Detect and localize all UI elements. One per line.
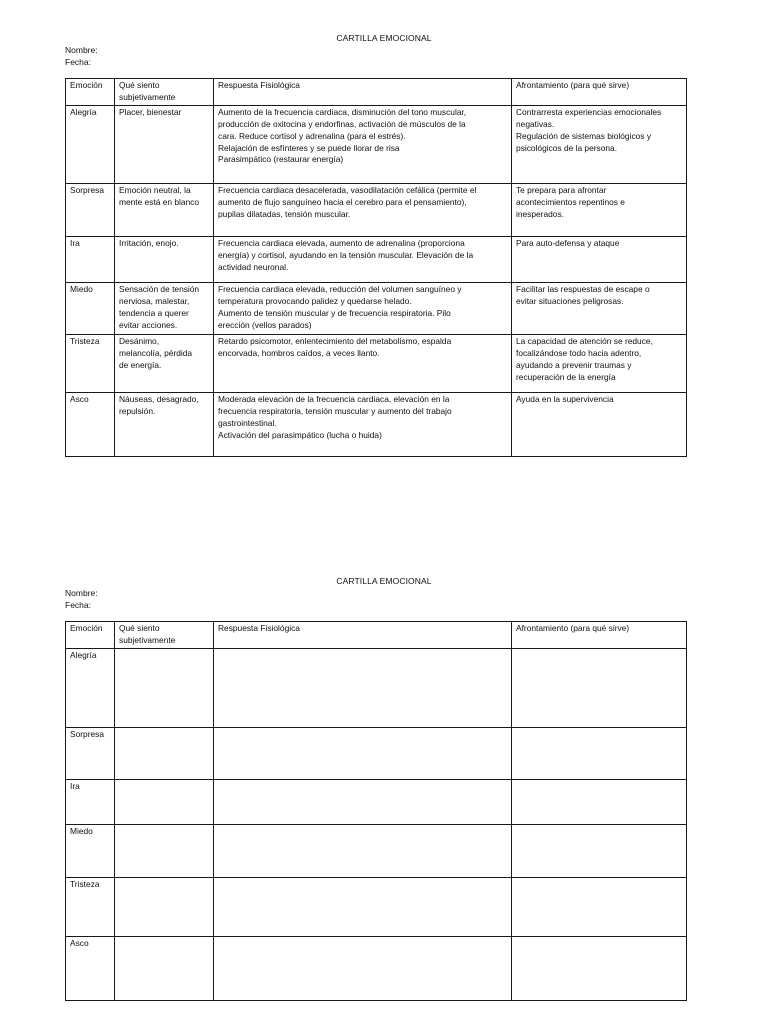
feeling-cell: Emoción neutral, la mente está en blanco xyxy=(115,184,214,237)
coping-cell: Contrarresta experiencias emocionales negativas. Regulación de sistemas biológicos y psicológicos de la persona. xyxy=(512,106,687,184)
feeling-cell: Desánimo, melancolía, pérdida de energía. xyxy=(115,335,214,393)
response-cell xyxy=(214,649,512,728)
table-row xyxy=(66,825,687,878)
table-row xyxy=(66,283,687,335)
response-cell: Frecuencia cardiaca elevada, aumento de adrenalina (proporciona energía) y cortisol, ayudando en la tensión muscular. Elevación de la actividad neuronal. xyxy=(214,237,512,283)
header-coping: Afrontamiento (para qué sirve) xyxy=(512,79,687,106)
emotion-cell: Tristeza xyxy=(66,335,115,393)
response-cell xyxy=(214,728,512,780)
emotion-cell: Miedo xyxy=(66,283,115,335)
coping-cell xyxy=(512,825,687,878)
emotion-cell: Asco xyxy=(66,937,115,1001)
table-row xyxy=(66,878,687,937)
header-response: Respuesta Fisiológica xyxy=(214,622,512,649)
response-cell xyxy=(214,937,512,1001)
emotion-cell: Alegría xyxy=(66,106,115,184)
coping-cell xyxy=(512,878,687,937)
response-cell xyxy=(214,878,512,937)
emotion-cell: Tristeza xyxy=(66,878,115,937)
table-row xyxy=(66,106,687,184)
table-header-row xyxy=(66,79,687,106)
response-cell xyxy=(214,825,512,878)
response-cell: Frecuencia cardiaca elevada, reducción del volumen sanguíneo y temperatura provocando palidez y quedarse helado. Aumento de tensión muscular y de frecuencia respiratoria. Pilo erección (vellos parados) xyxy=(214,283,512,335)
emotion-cell: Alegría xyxy=(66,649,115,728)
date-label: Fecha: xyxy=(65,56,91,67)
response-cell: Frecuencia cardiaca desacelerada, vasodilatación cefálica (permite el aumento de flujo sanguíneo hacia el cerebro para el pensamiento), pupilas dilatadas, tensión muscular. xyxy=(214,184,512,237)
feeling-cell xyxy=(115,728,214,780)
table-row xyxy=(66,937,687,1001)
emotion-cell: Sorpresa xyxy=(66,184,115,237)
emotion-table xyxy=(65,78,687,457)
feeling-cell xyxy=(115,780,214,825)
table-row xyxy=(66,184,687,237)
header-response: Respuesta Fisiológica xyxy=(214,79,512,106)
name-label: Nombre: xyxy=(65,45,98,55)
sheet-meta xyxy=(65,588,98,611)
header-coping: Afrontamiento (para qué sirve) xyxy=(512,622,687,649)
feeling-cell xyxy=(115,825,214,878)
coping-cell xyxy=(512,937,687,1001)
feeling-cell xyxy=(115,937,214,1001)
sheet-title: CARTILLA EMOCIONAL xyxy=(336,33,432,43)
coping-cell: Para auto-defensa y ataque xyxy=(512,237,687,283)
emotion-cell: Miedo xyxy=(66,825,115,878)
response-cell: Aumento de la frecuencia cardiaca, disminución del tono muscular, producción de oxitocina y endorfinas, activación de músculos de la cara. Reduce cortisol y adrenalina (para el estrés). Relajación de esfínteres y se puede llorar de risa Parasimpático (restaurar energía) xyxy=(214,106,512,184)
table-row xyxy=(66,649,687,728)
coping-cell: La capacidad de atención se reduce, focalizándose todo hacia adentro, ayudando a prevenir traumas y recuperación de la energía xyxy=(512,335,687,393)
header-feeling: Qué siento subjetivamente xyxy=(115,79,214,106)
header-feeling: Qué siento subjetivamente xyxy=(115,622,214,649)
coping-cell: Facilitar las respuestas de escape o evitar situaciones peligrosas. xyxy=(512,283,687,335)
coping-cell xyxy=(512,649,687,728)
table-header-row xyxy=(66,622,687,649)
emotion-cell: Asco xyxy=(66,393,115,457)
feeling-cell: Irritación, enojo. xyxy=(115,237,214,283)
response-cell xyxy=(214,780,512,825)
table-row xyxy=(66,237,687,283)
feeling-cell xyxy=(115,878,214,937)
feeling-cell: Náuseas, desagrado, repulsión. xyxy=(115,393,214,457)
coping-cell xyxy=(512,780,687,825)
emotion-table-blank xyxy=(65,621,687,1001)
table-row xyxy=(66,335,687,393)
table-row xyxy=(66,393,687,457)
emotion-cell: Ira xyxy=(66,237,115,283)
coping-cell: Te prepara para afrontar acontecimientos repentinos e inesperados. xyxy=(512,184,687,237)
emotion-cell: Ira xyxy=(66,780,115,825)
table-row xyxy=(66,780,687,825)
feeling-cell: Placer, bienestar xyxy=(115,106,214,184)
feeling-cell: Sensación de tensión nerviosa, malestar, tendencia a querer evitar acciones. xyxy=(115,283,214,335)
sheet-meta xyxy=(65,45,98,68)
coping-cell: Ayuda en la supervivencia xyxy=(512,393,687,457)
date-label: Fecha: xyxy=(65,599,91,610)
sheet-title: CARTILLA EMOCIONAL xyxy=(336,576,432,586)
response-cell: Moderada elevación de la frecuencia cardiaca, elevación en la frecuencia respiratoria, tensión muscular y aumento del trabajo gastrointestinal. Activación del parasimpático (lucha o huida) xyxy=(214,393,512,457)
header-emotion: Emoción xyxy=(66,622,115,649)
response-cell: Retardo psicomotor, enlentecimiento del metabolismo, espalda encorvada, hombros caídos, a veces llanto. xyxy=(214,335,512,393)
emotion-cell: Sorpresa xyxy=(66,728,115,780)
header-emotion: Emoción xyxy=(66,79,115,106)
coping-cell xyxy=(512,728,687,780)
table-row xyxy=(66,728,687,780)
name-label: Nombre: xyxy=(65,588,98,598)
feeling-cell xyxy=(115,649,214,728)
